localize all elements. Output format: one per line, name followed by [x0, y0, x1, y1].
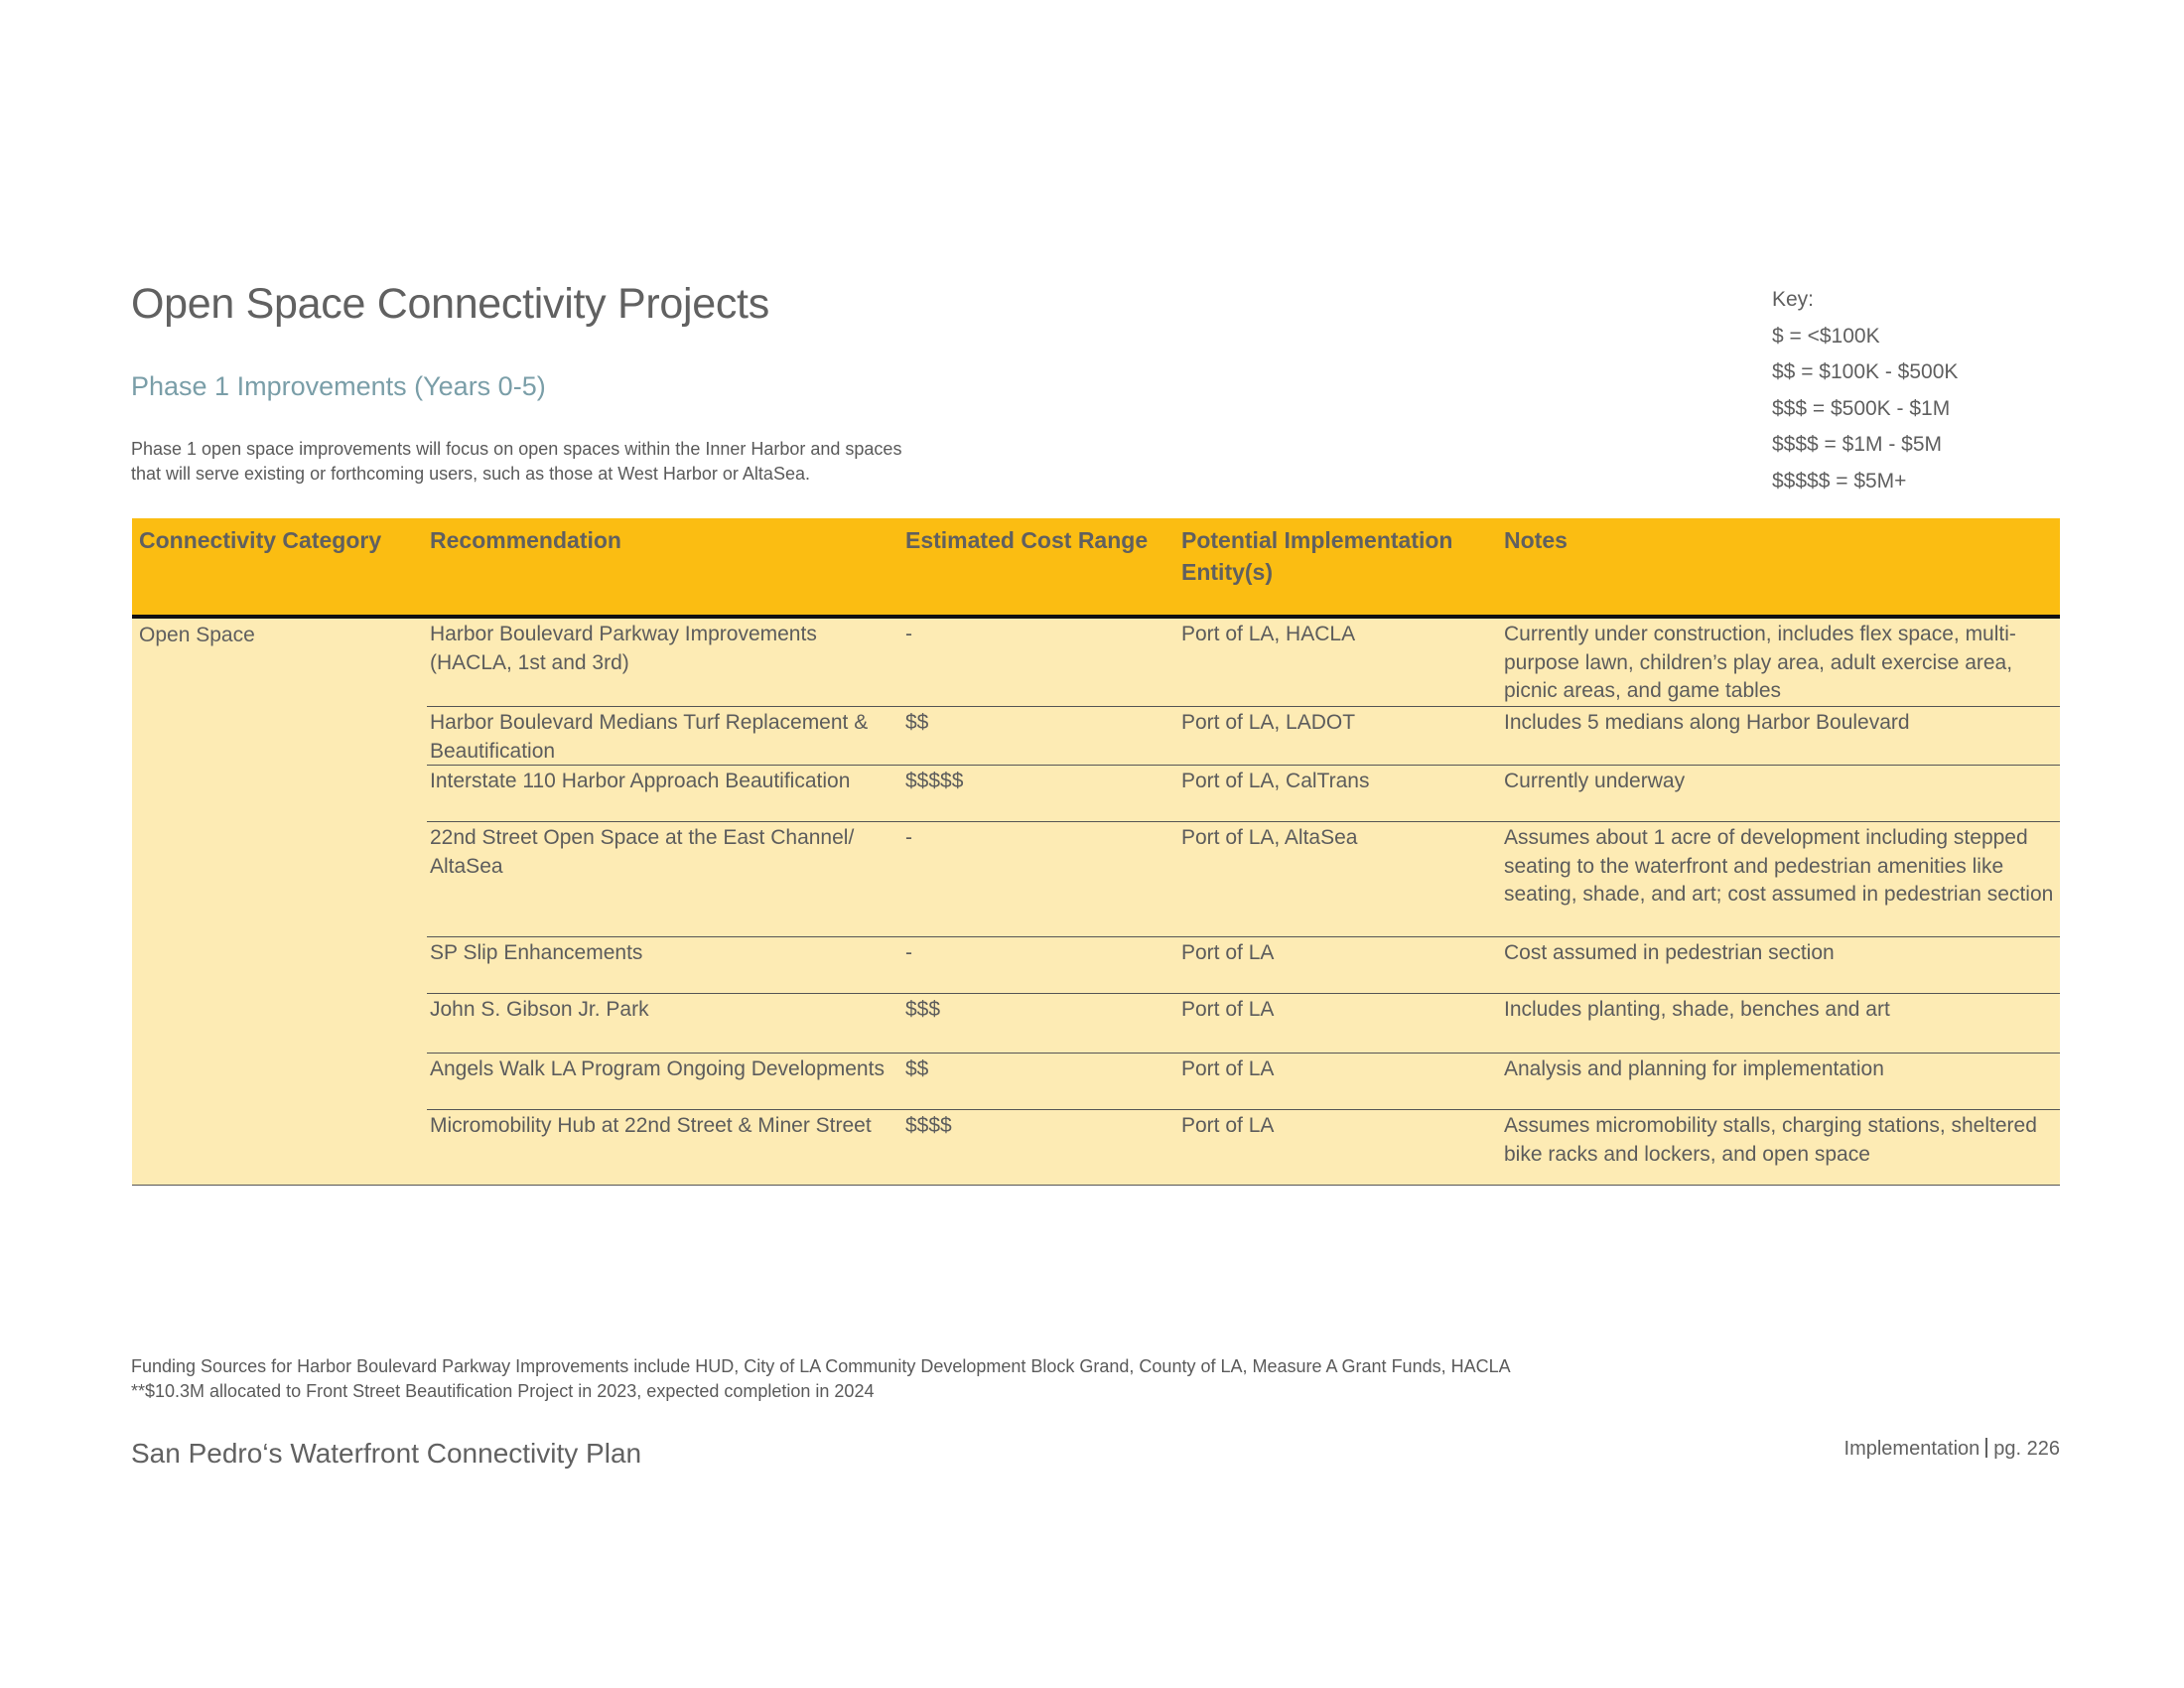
page-title: Open Space Connectivity Projects — [131, 280, 769, 328]
key-item: $ = <$100K — [1772, 324, 1880, 348]
notes-cell: Cost assumed in pedestrian section — [1504, 941, 1835, 964]
entity-cell: Port of LA — [1181, 1057, 1275, 1080]
table-row — [427, 765, 2060, 821]
entity-cell: Port of LA, CalTrans — [1181, 770, 1370, 792]
notes-cell: Includes planting, shade, benches and art — [1504, 998, 1890, 1021]
recommendation-cell: 22nd Street Open Space at the East Channel/ AltaSea — [430, 826, 855, 878]
entity-cell: Port of LA, LADOT — [1181, 711, 1356, 734]
header-entity-line: Potential Implementation — [1181, 527, 1453, 553]
intro-line: that will serve existing or forthcoming users, such as those at West Harbor or AltaSea. — [131, 464, 810, 484]
header-entity — [1181, 524, 1452, 588]
notes-cell: Analysis and planning for implementation — [1504, 1057, 1884, 1080]
entity-cell: Port of LA — [1181, 998, 1275, 1021]
entity-cell: Port of LA — [1181, 941, 1275, 964]
key-item: $$$ = $500K - $1M — [1772, 396, 1951, 420]
recommendation-cell: Interstate 110 Harbor Approach Beautification — [430, 770, 851, 792]
recommendation-cell: Micromobility Hub at 22nd Street & Miner Street — [430, 1114, 872, 1137]
entity-cell: Port of LA, HACLA — [1181, 623, 1356, 645]
key-item: $$$$ = $1M - $5M — [1772, 433, 1943, 456]
table-row — [427, 706, 2060, 765]
cost-cell: - — [905, 826, 912, 849]
recommendation-cell: John S. Gibson Jr. Park — [430, 998, 649, 1021]
cost-cell: $$ — [905, 1057, 929, 1080]
recommendation-cell: Harbor Boulevard Parkway Improvements (HACLA, 1st and 3rd) — [430, 623, 817, 674]
entity-cell: Port of LA, AltaSea — [1181, 826, 1358, 849]
table-row — [427, 1053, 2060, 1109]
cost-cell: - — [905, 941, 912, 964]
cost-key — [1772, 282, 2070, 499]
entity-cell: Port of LA — [1181, 1114, 1275, 1137]
notes-cell: Includes 5 medians along Harbor Boulevard — [1504, 711, 1910, 734]
cost-cell: - — [905, 623, 912, 645]
footnote-line: **$10.3M allocated to Front Street Beautification Project in 2023, expected completion in 2024 — [131, 1381, 875, 1401]
notes-cell: Assumes micromobility stalls, charging stations, sheltered bike racks and lockers, and open space — [1504, 1114, 2037, 1166]
cost-cell: $$ — [905, 711, 929, 734]
document-title: San Pedro‘s Waterfront Connectivity Plan — [131, 1438, 642, 1469]
intro-line: Phase 1 open space improvements will focus on open spaces within the Inner Harbor and spaces — [131, 439, 902, 459]
phase-subtitle: Phase 1 Improvements (Years 0-5) — [131, 371, 546, 401]
table-header — [132, 518, 2060, 619]
table-row — [427, 821, 2060, 936]
separator-bar — [1985, 1438, 1987, 1458]
table-row — [427, 936, 2060, 993]
footnote-line: Funding Sources for Harbor Boulevard Parkway Improvements include HUD, City of LA Community Development Block Grand, County of LA, Measure A Grant Funds, HACLA — [131, 1356, 1511, 1376]
notes-cell: Assumes about 1 acre of development including stepped seating to the waterfront and pedestrian amenities like seating, shade, and art; cost assumed in pedestrian section — [1504, 826, 2054, 906]
footnotes — [131, 1354, 1511, 1404]
category-cell: Open Space — [139, 624, 255, 646]
recommendation-cell: Angels Walk LA Program Ongoing Developments — [430, 1057, 885, 1080]
notes-cell: Currently under construction, includes flex space, multi-purpose lawn, children’s play area, adult exercise area, picnic areas, and game tables — [1504, 623, 2016, 702]
cost-cell: $$$ — [905, 998, 941, 1021]
header-category: Connectivity Category — [139, 527, 382, 553]
cost-cell: $$$$$ — [905, 770, 964, 792]
key-item: $$ = $100K - $500K — [1772, 360, 1959, 383]
table-row — [427, 1109, 2060, 1186]
header-recommendation: Recommendation — [430, 527, 621, 553]
header-notes: Notes — [1504, 527, 1568, 553]
page-label: pg. 226 — [1993, 1438, 2060, 1460]
recommendation-cell: SP Slip Enhancements — [430, 941, 643, 964]
recommendation-cell: Harbor Boulevard Medians Turf Replacement & Beautification — [430, 711, 869, 763]
notes-cell: Currently underway — [1504, 770, 1686, 792]
header-cost: Estimated Cost Range — [905, 527, 1149, 553]
table-row — [427, 993, 2060, 1053]
table-row — [427, 619, 2060, 706]
intro-paragraph — [131, 437, 1005, 487]
key-item: $$$$$ = $5M+ — [1772, 469, 1907, 492]
key-label: Key: — [1772, 288, 1815, 311]
section-label: Implementation — [1843, 1438, 1980, 1460]
header-entity-line: Entity(s) — [1181, 559, 1273, 585]
table-body — [132, 619, 2060, 1186]
cost-cell: $$$$ — [905, 1114, 952, 1137]
page-number — [1844, 1438, 2060, 1461]
